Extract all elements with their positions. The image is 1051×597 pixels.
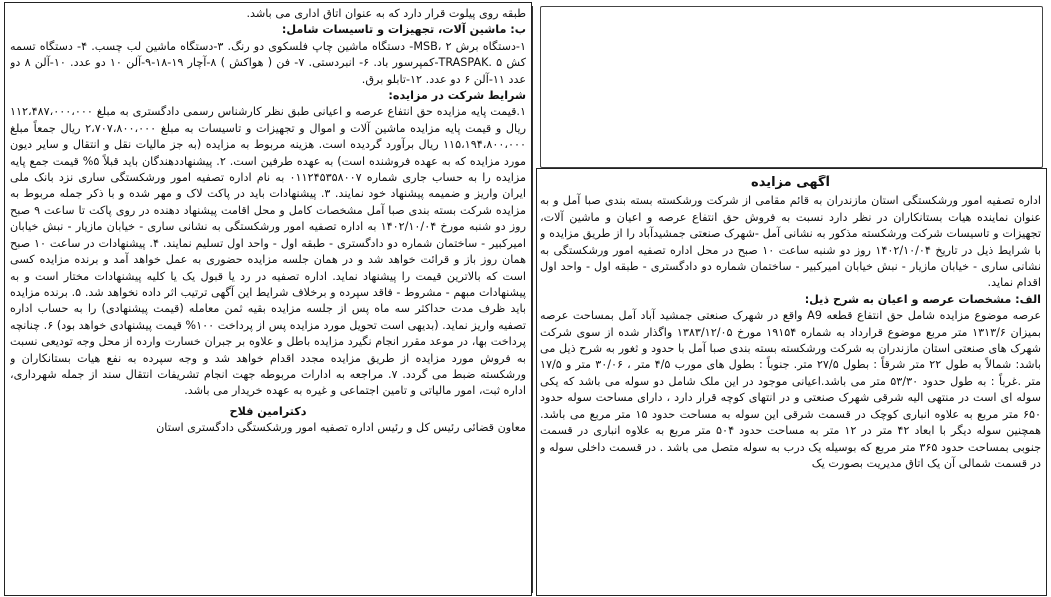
heading-machinery: ب: ماشین آلات، تجهیزات و تاسیسات شامل: xyxy=(281,23,526,37)
heading-conditions: شرایط شرکت در مزایده: xyxy=(388,89,526,103)
section-a-heading: الف: مشخصات عرصه و اعیان به شرح ذیل: xyxy=(804,292,1041,306)
paragraph-machinery-list: ۱-دستگاه برش MSB، ۲- دستگاه ماشین چاپ فلسکوی دو رنگ. ۳-دستگاه ماشین لب چسب. ۴- دستگاه تسمه کش TRASPAK. ۵-کمپرسور باد. ۶- انبردستی. ۷- فن ( هواکش ) ۸-آچار ۱۹-۱۸-۹-آلن ۱۰ دو عدد. ۱۰-آلن ۸ دو عدد ۱۱-آلن ۶ دو عدد. ۱۲-تابلو برق. xyxy=(10,39,526,86)
left-column xyxy=(10,6,533,593)
right-column xyxy=(540,175,1041,593)
paragraph-building-note: طبقه روی پیلوت قرار دارد که به عنوان اتاق اداری می باشد. xyxy=(246,7,526,20)
notice-title: آگهی مزایده xyxy=(751,175,830,190)
notice-intro: اداره تصفیه امور ورشکستگی استان مازندران به قائم مقامی از شرکت ورشکسته بسته بندی صبا آمل و به عنوان نماینده هیات بستانکاران در نظر دارد نسبت به فروش حق انتفاع عرصه و اعیان و ماشین آلات، تجهیزات و تاسیسات شرکت ورشکسته مذکور به نشانی آمل -شهرک صنعتی جمشیدآباد را از طریق مزایده و با شرایط ذیل در تاریخ ۱۴۰۲/۱۰/۰۴ روز دو شنبه ساعت ۱۰ صبح در محل اداره تصفیه امور ورشکستگی به نشانی ساری - خیابان مازیار - نبش خیابان امیرکبیر - ساختمان شماره دو دادگستری - طبقه اول - واحد اول اقدام نماید. xyxy=(540,194,1041,290)
section-a-body: عرصه موضوع مزایده شامل حق انتفاع قطعه A9 واقع در شهرک صنعتی جمشید آباد آمل بمساحت عرصه بمیزان ۱۳۱۳/۶ متر مربع موضوع قرارداد به شماره ۱۹۱۵۴ مورخ ۱۳۸۳/۱۲/۰۵ واگذار شده از سوی شرکت شهرک های صنعتی استان مازندران به شرکت ورشکسته بسته بندی صبا آمل با حدود و ثغور به شرح ذیل می باشد: شمالاً به طول ۲۲ متر شرقاً : بطول ۲۷/۵ متر. جنوباً : بطول های مورب ۴/۵ متر ، ۳۰/۰۶ متر و ۱۷/۵ متر .غرباً : به طول حدود ۵۳/۳۰ متر می باشد.اعیانی موجود در این ملک شامل دو سوله می باشد که یکی سوله ای است در منتهی الیه شرقی شهرک صنعتی و در انتهای کوچه قرار دارد ، دارای مساحت سوله حدود ۶۵۰ متر مربع به علاوه انباری کوچک در قسمت شرقی این سوله به مساحت حدود ۱۵ متر مربع می باشد. همچنین سوله دیگر با ابعاد ۴۲ متر در ۱۲ متر به مساحت حدود ۵۰۴ متر مربع به علاوه انباری در قسمت جنوبی بمساحت حدود ۳۶۵ متر مربع که بوسیله یک درب به سوله متصل می باشد . در قسمت داخلی سوله و در قسمت شمالی آن یک اتاق مدیریت بصورت یک xyxy=(540,309,1041,470)
signer-name: دکترامین فلاح xyxy=(229,404,307,418)
paragraph-conditions: ۱.قیمت پایه مزایده حق انتفاع عرصه و اعیانی طبق نظر کارشناس رسمی دادگستری به مبلغ ۱۱۲،۴۸۷،۰۰۰،۰۰۰ ریال و قیمت پایه مزایده ماشین آلات و اموال و تجهیزات و تاسیسات به مبلغ ۲،۷۰۷،۸۰۰،۰۰۰ ریال جمعاً مبلغ ۱۱۵،۱۹۴،۸۰۰،۰۰۰ ریال برآورد گردیده است. هزینه مربوط به مزایده (به جز مالیات نقل و انتقال و سایر دیون مورد مزایده که به عهده فروشنده است) به عهده طرفین است. ۲. پیشنهاددهندگان باید قبلاً ۵% قیمت جمع پایه مزایده را به حساب جاری شماره ۰۱۱۲۴۵۳۵۸۰۰۷ به نام اداره تصفیه امور ورشکستگی ساری نزد بانک ملی ایران واریز و ضمیمه پیشنهاد خود نمایند. ۳. پیشنهادات باید در پاکت لاک و مهر شده و با ذکر جمله مربوط به مزایده شرکت بسته بندی صبا آمل مشخصات کامل و محل اقامت پیشنهاد دهنده در روی پاکت تا ساعت ۹ صبح روز دو شنبه مورخ ۱۴۰۲/۱۰/۰۴ به اداره تصفیه امور ورشکستگی به نشانی ساری - خیابان مازیار - نبش خیابان امیرکبیر - ساختمان شماره دو دادگستری - طبقه اول - واحد اول تسلیم نمایند. ۴. پیشنهادات در ساعت ۱۰ صبح همان روز باز و قرائت خواهد شد و در همان جلسه مزایده حضوری به عمل خواهد آمد و برنده مزایده کسی است که بالاترین قیمت را پیشنهاد نماید. اداره تصفیه در رد یا قبول یک یا کلیه پیشنهادات مختار است و به پیشنهادات مبهم - مشروط - فاقد سپرده و برخلاف شرایط این آگهی ترتیب اثر داده نخواهد شد. ۵. برنده مزایده باید ظرف مدت حداکثر سه ماه پس از جلسه مزایده بقیه ثمن معامله (قیمت پیشنهادی) را به حساب اداره تصفیه واریز نماید. (بدیهی است تحویل مورد مزایده پس از پرداخت ۱۰۰% قیمت پیشنهادی خواهد بود) ۶. چنانچه پرداخت بها، در موعد مقرر انجام نگیرد مزایده باطل و علاوه بر جبران خسارت وارده از محل وجه تودیعی نسبت به فروش مورد مزایده از طریق مزایده مجدد اقدام خواهد شد و وجه سپرده به نفع هیات بستانکاران و ورشکسته ضبط می گردد. ۷. مراجعه به ادارات مربوطه جهت انجام تشریفات انتقال سند از جمله شهرداری، اداره ثبت، امور مالیاتی و تامین اجتماعی و غیره به عهده خریدار می باشد. xyxy=(10,105,527,398)
clipping-top-blank-area xyxy=(540,6,1043,168)
signer-title: معاون قضائی رئیس کل و رئیس اداره تصفیه امور ورشکستگی دادگستری استان xyxy=(156,421,526,435)
